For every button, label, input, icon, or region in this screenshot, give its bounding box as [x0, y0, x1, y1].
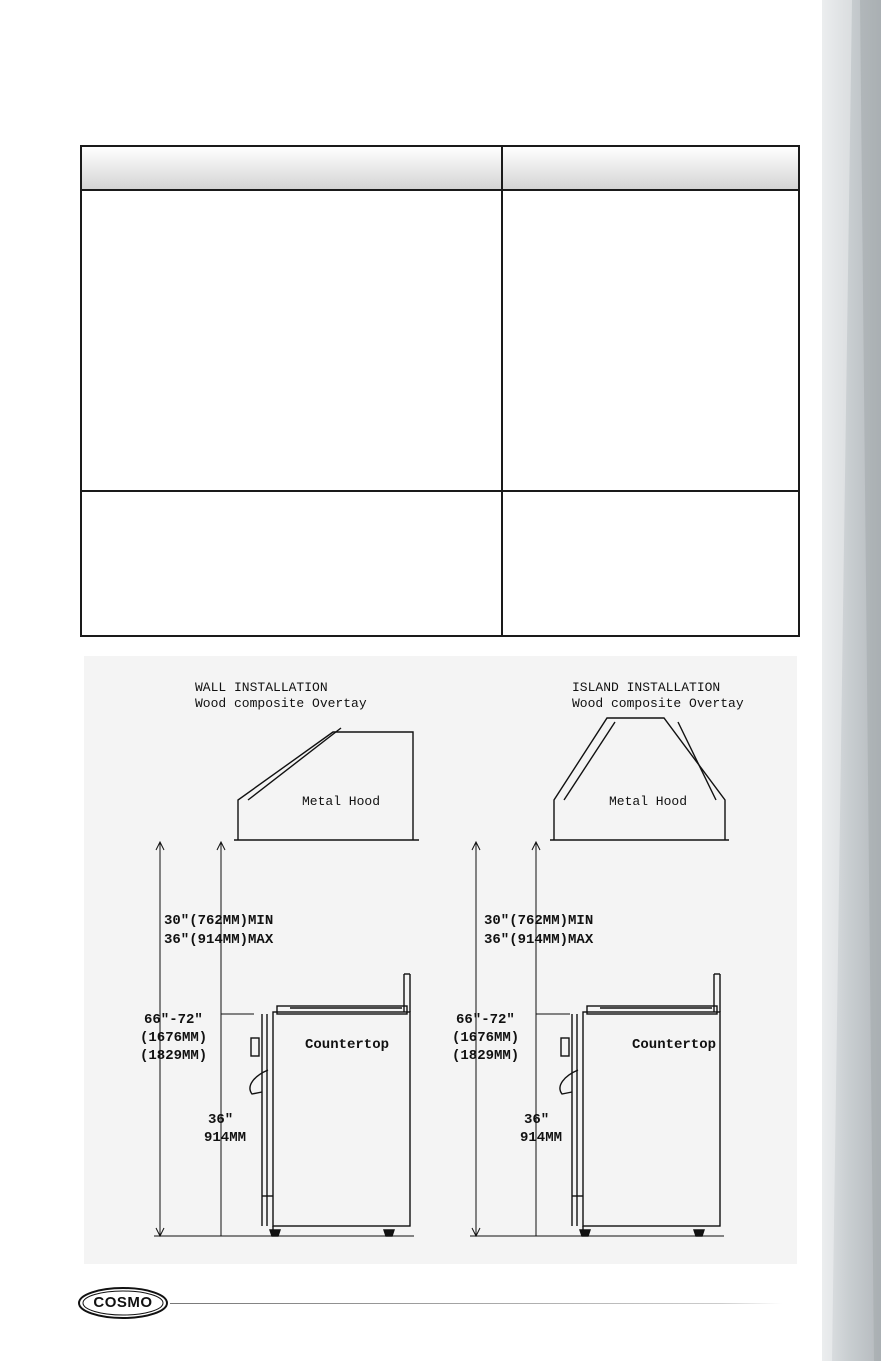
cosmo-logo: [77, 1286, 169, 1320]
wall-hood-label: Metal Hood: [302, 794, 381, 809]
wall-range-drawing: [250, 974, 410, 1236]
wall-clearance-min: 30″(762MM)MIN: [164, 913, 274, 929]
side-decorative-strip: [822, 0, 881, 1361]
wall-countertop-label: Countertop: [305, 1037, 390, 1053]
wall-installation-title: WALL INSTALLATION: [195, 680, 328, 695]
island-total-height-mm-2: (1829MM): [452, 1048, 520, 1064]
wall-range-height-mm: 914MM: [204, 1130, 247, 1146]
island-range-height-in: 36″: [524, 1112, 550, 1128]
wall-total-height-mm-1: (1676MM): [140, 1030, 208, 1046]
island-total-height-mm-1: (1676MM): [452, 1030, 520, 1046]
spec-table: [80, 145, 800, 637]
wall-total-height-in: 66″-72″: [144, 1012, 203, 1028]
island-range-height-mm: 914MM: [520, 1130, 563, 1146]
island-total-height-in: 66″-72″: [456, 1012, 515, 1028]
island-overlay-label: Wood composite Overtay: [572, 696, 744, 711]
wall-range-height-in: 36″: [208, 1112, 234, 1128]
wall-total-height-mm-2: (1829MM): [140, 1048, 208, 1064]
column-divider: [501, 147, 503, 635]
logo-text: COSMO: [93, 1294, 153, 1311]
wall-clearance-max: 36″(914MM)MAX: [164, 932, 274, 948]
wall-hood-drawing: [234, 728, 419, 840]
row-divider: [82, 490, 798, 492]
island-clearance-min: 30″(762MM)MIN: [484, 913, 594, 929]
island-hood-label: Metal Hood: [609, 794, 688, 809]
island-countertop-label: Countertop: [632, 1037, 717, 1053]
island-clearance-max: 36″(914MM)MAX: [484, 932, 594, 948]
island-range-drawing: [560, 974, 720, 1236]
footer-rule: [170, 1303, 782, 1304]
island-hood-drawing: [550, 718, 729, 840]
wall-overlay-label: Wood composite Overtay: [195, 696, 367, 711]
island-installation-title: ISLAND INSTALLATION: [572, 680, 721, 695]
installation-diagram: [84, 656, 797, 1264]
table-header: [82, 147, 798, 191]
